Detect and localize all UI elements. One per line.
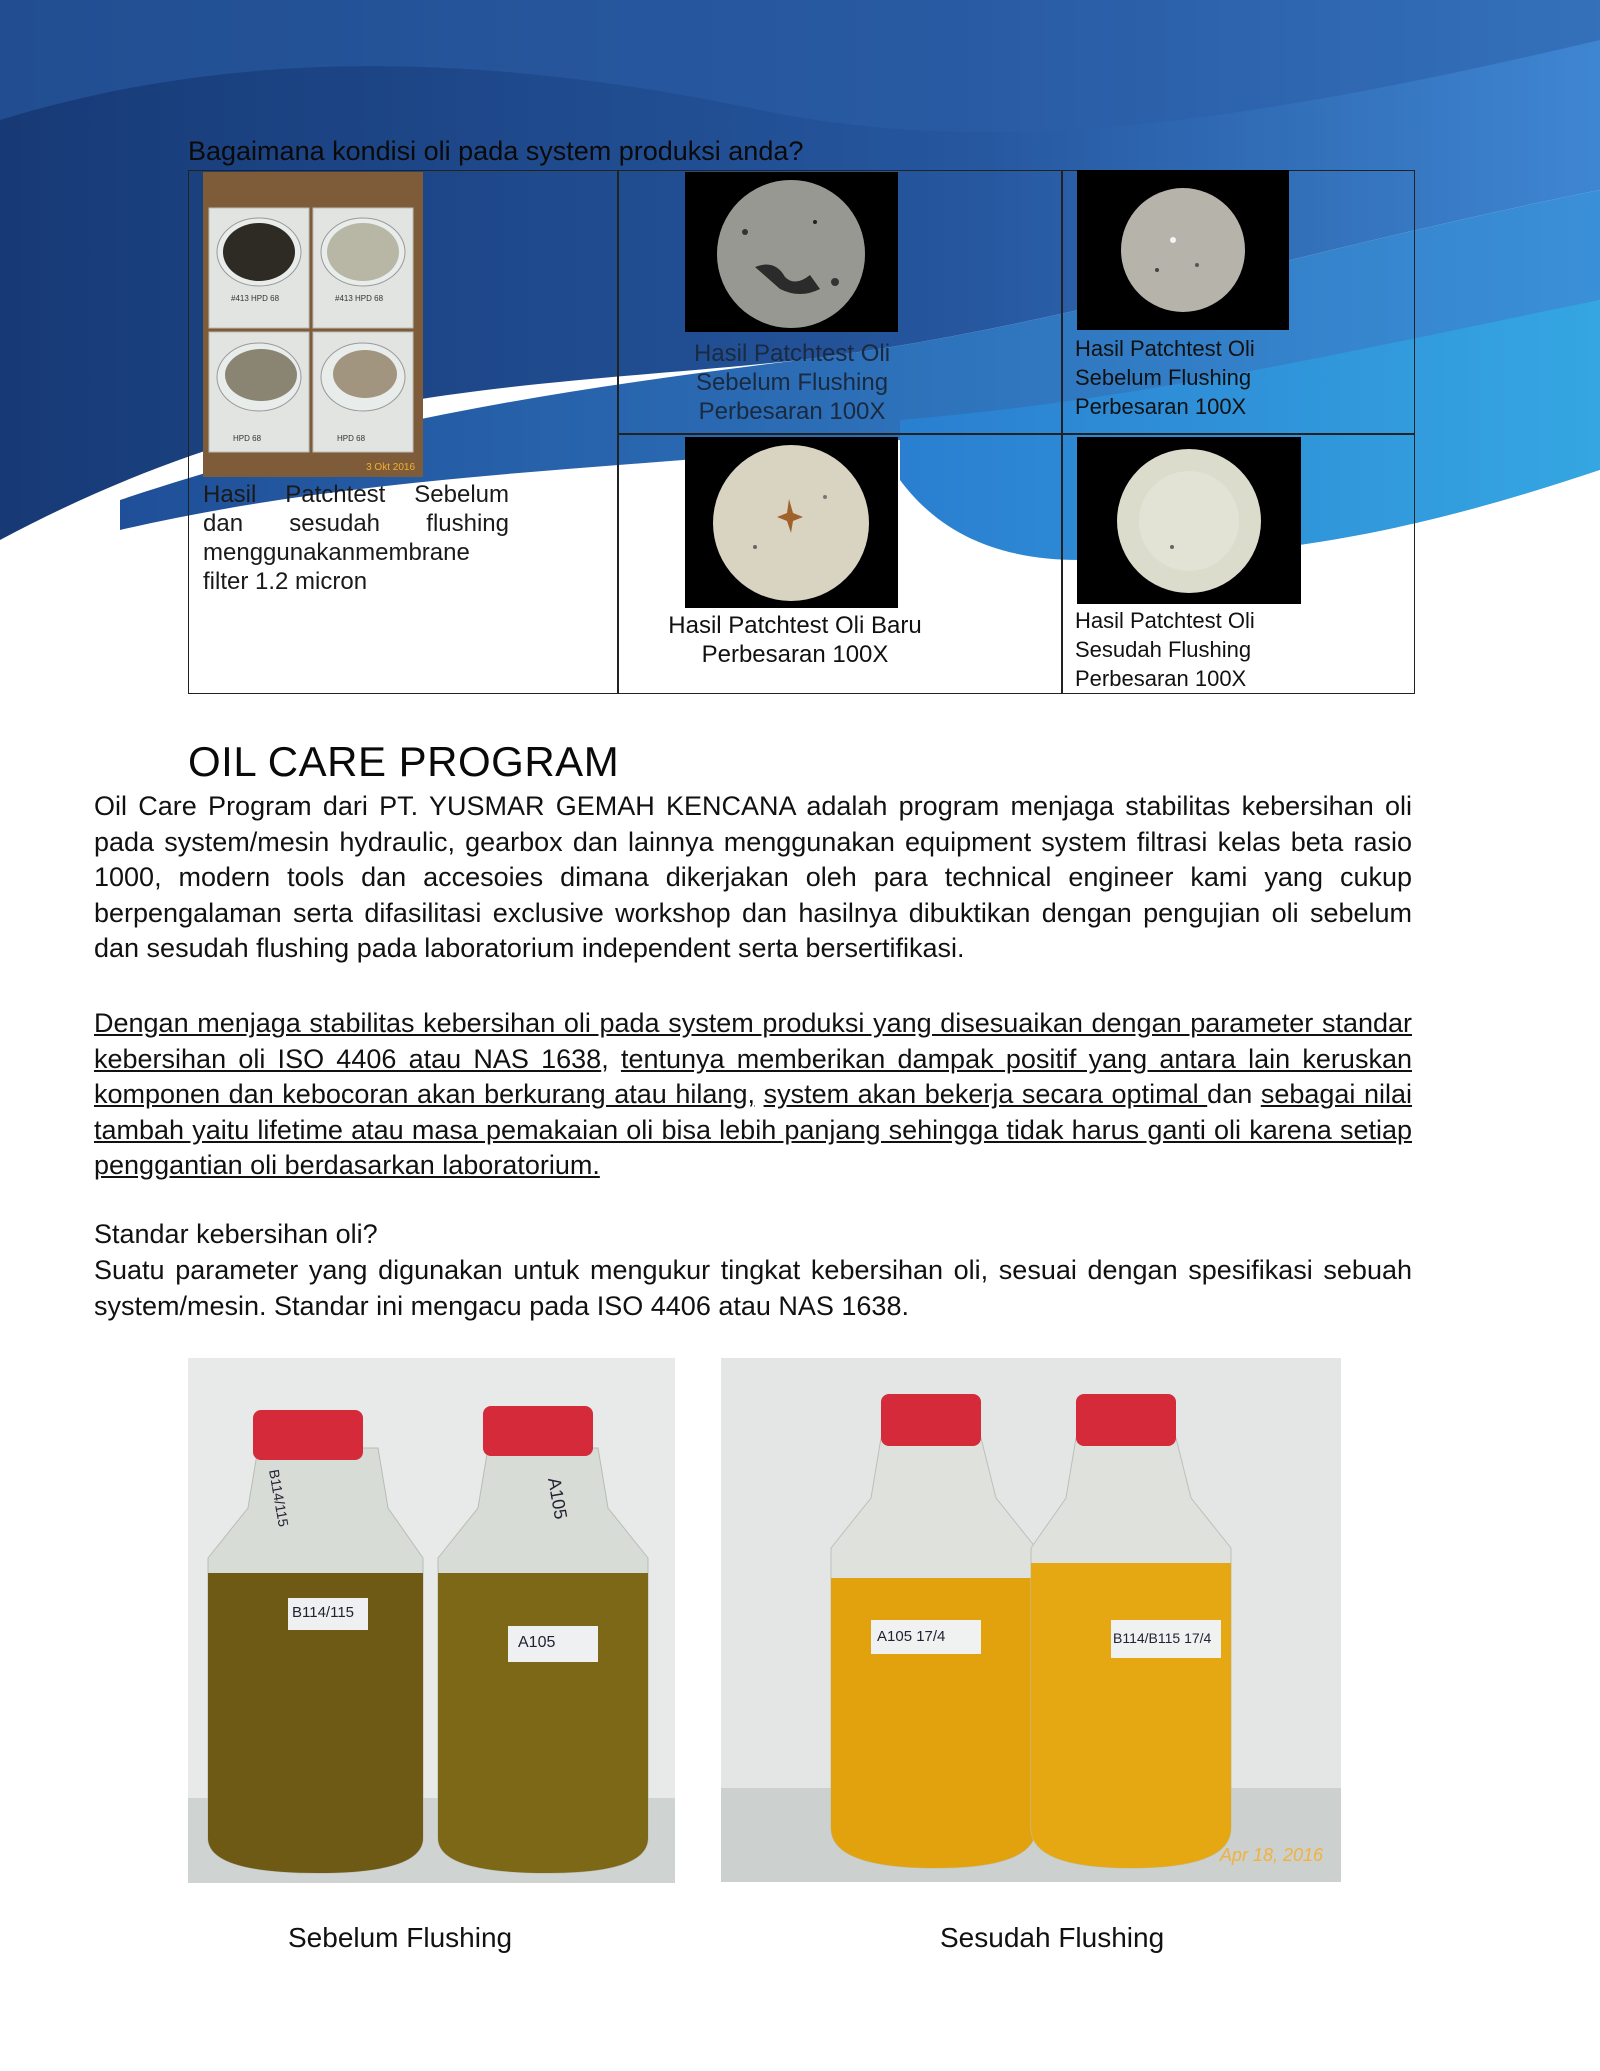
bottle-tag: B114/115 <box>266 1468 292 1528</box>
patch-label: HPD 68 <box>337 434 366 443</box>
photo-date-stamp: 3 Okt 2016 <box>366 462 415 473</box>
membrane-patches-photo <box>203 172 423 477</box>
patch-label: #413 HPD 68 <box>231 294 280 303</box>
section-title: OIL CARE PROGRAM <box>188 738 620 785</box>
scope-before-mid-photo <box>685 172 898 332</box>
bottle-tag: A105 <box>544 1475 572 1521</box>
table-divider <box>617 433 1415 435</box>
scope-before-right-photo <box>1077 170 1289 330</box>
benefits-text <box>755 1079 764 1109</box>
patch-label: #413 HPD 68 <box>335 294 384 303</box>
table-divider <box>1061 170 1063 694</box>
bottle-label: A105 17/4 <box>877 1628 946 1645</box>
scope-after-caption: Hasil Patchtest Oli Sesudah Flushing Perbesaran 100X <box>1075 608 1255 691</box>
standard-answer: Suatu parameter yang digunakan untuk mengukur tingkat kebersihan oli, sesuai dengan spesifikasi sebuah system/mesin. Standar ini mengacu pada ISO 4406 atau NAS 1638. <box>94 1255 1412 1321</box>
table-divider <box>617 170 619 694</box>
paragraph-intro: Oil Care Program dari PT. YUSMAR GEMAH KENCANA adalah program menjaga stabilitas kebersihan oli pada system/mesin hydraulic, gearbox dan lainnya menggunakan equipment system filtrasi kelas beta rasio 1000, modern tools dan accesoies dimana dikerjakan oleh para technical engineer kami yang cukup berpengalaman serta difasilitasi exclusive workshop dan hasilnya dibuktikan dengan pengujian oli sebelum dan sesudah flushing pada laboratorium independent serta bersertifikasi. <box>94 791 1412 963</box>
bottles-before-photo <box>188 1358 675 1883</box>
before-flushing-caption: Sebelum Flushing <box>288 1922 513 1953</box>
scope-before-mid-caption: Hasil Patchtest Oli Sebelum Flushing Perbesaran 100X <box>693 340 891 425</box>
intro-question: Bagaimana kondisi oli pada system produksi anda? <box>188 136 804 166</box>
scope-after-photo <box>1077 437 1301 604</box>
patch-label: HPD 68 <box>233 434 262 443</box>
bottle-label: A105 <box>518 1634 556 1651</box>
paragraph-benefits <box>94 1006 1412 1184</box>
benefits-text: system akan bekerja secara optimal <box>763 1079 1208 1109</box>
bottle-label: B114/115 <box>292 1604 354 1621</box>
photo-date-stamp: Apr 18, 2016 <box>1219 1845 1323 1865</box>
after-flushing-caption: Sesudah Flushing <box>940 1922 1165 1953</box>
scope-before-right-caption: Hasil Patchtest Oli Sebelum Flushing Perbesaran 100X <box>1075 336 1255 419</box>
scope-new-oil-photo <box>685 437 898 608</box>
benefits-text: tentunya memberikan dampak positif yang antara lain keruskan komponen dan kebocoran akan berkurang atau hilang, <box>94 1043 1412 1109</box>
bottle-label: B114/B115 17/4 <box>1113 1630 1212 1646</box>
standard-question: Standar kebersihan oli? <box>94 1219 378 1249</box>
benefits-text: dan <box>1207 1079 1261 1109</box>
benefits-text: , <box>601 1043 621 1074</box>
benefits-text: sebagai nilai tambah yaitu lifetime atau masa pemakaian oli bisa lebih panjang sehingga tidak harus ganti oli karena setiap penggantian oli berdasarkan laboratorium. <box>94 1079 1413 1180</box>
patch-left-caption: Hasil Patchtest Sebelum dan sesudah flushing menggunakanmembrane filter 1.2 micron <box>203 481 509 595</box>
bottles-after-photo <box>721 1358 1341 1882</box>
benefits-text: Dengan menjaga stabilitas kebersihan oli pada system produksi yang disesuaikan dengan parameter standar kebersihan oli ISO 4406 atau NAS 1638 <box>94 1008 1412 1074</box>
scope-new-oil-caption: Hasil Patchtest Oli Baru Perbesaran 100X <box>668 612 922 668</box>
